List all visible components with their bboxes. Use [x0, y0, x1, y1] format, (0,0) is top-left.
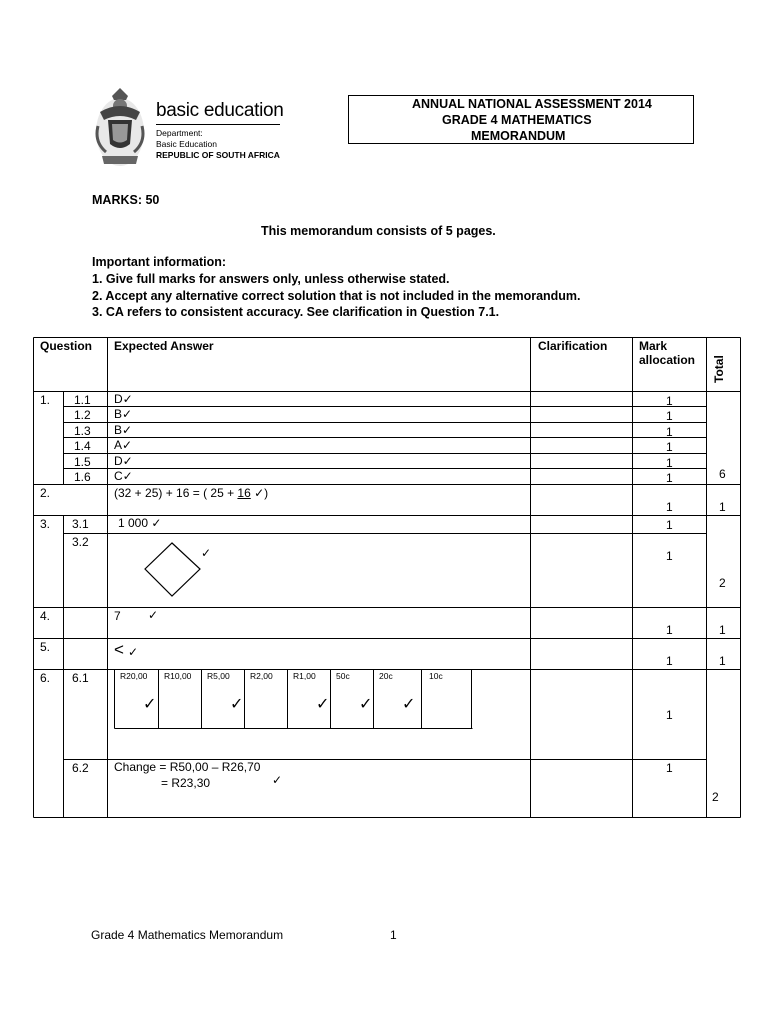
q3-2-check: ✓ — [201, 546, 212, 560]
q4-number: 4. — [40, 609, 51, 623]
check-20c: ✓ — [402, 696, 416, 713]
q1-total: 6 — [719, 467, 726, 481]
denom-r1: R1,00 — [293, 671, 316, 681]
q6-2-sub: 6.2 — [72, 761, 89, 775]
q5-check: ✓ — [128, 645, 139, 659]
q4-total: 1 — [719, 623, 726, 637]
q3-total: 2 — [719, 576, 726, 590]
q1-number: 1. — [40, 393, 51, 407]
denom-50c: 50c — [336, 671, 350, 681]
important-item-2: 2. Accept any alternative correct solution that is not included in the memorandum. — [92, 289, 581, 303]
q2-mark: 1 — [666, 500, 673, 514]
header-mark: Mark — [639, 339, 668, 353]
denom-r5: R5,00 — [207, 671, 230, 681]
q6-2-mark: 1 — [666, 761, 673, 775]
q1-4-sub: 1.4 — [74, 439, 91, 453]
q6-1-mark: 1 — [666, 708, 673, 722]
q1-1-answer: D✓ — [114, 392, 133, 406]
denom-r10: R10,00 — [164, 671, 192, 681]
q1-2-mark: 1 — [666, 409, 673, 423]
denom-r2: R2,00 — [250, 671, 273, 681]
important-item-1: 1. Give full marks for answers only, unless otherwise stated. — [92, 272, 450, 286]
title-line-3: MEMORANDUM — [471, 129, 566, 143]
q2-answer — [114, 486, 268, 500]
q1-6-mark: 1 — [666, 471, 673, 485]
header-allocation: allocation — [639, 353, 696, 367]
q1-6-answer: C✓ — [114, 469, 133, 483]
logo-line-2: Basic Education — [156, 139, 217, 149]
q1-1-sub: 1.1 — [74, 393, 91, 407]
footer-label: Grade 4 Mathematics Memorandum — [91, 928, 284, 942]
check-r1: ✓ — [316, 696, 330, 713]
header-total: Total — [712, 355, 726, 383]
marks-total: MARKS: 50 — [92, 193, 160, 207]
denom-10c: 10c — [429, 671, 443, 681]
q3-1-sub: 3.1 — [72, 517, 89, 531]
q2-answer-underlined: 16 — [237, 486, 251, 500]
q1-4-mark: 1 — [666, 440, 673, 454]
check-50c: ✓ — [359, 696, 373, 713]
q3-number: 3. — [40, 517, 51, 531]
q5-answer: < — [114, 640, 124, 659]
title-line-2: GRADE 4 MATHEMATICS — [442, 113, 592, 127]
q1-4-answer: A✓ — [114, 438, 133, 452]
q4-mark: 1 — [666, 623, 673, 637]
q6-2-check: ✓ — [272, 773, 283, 787]
q1-2-answer: B✓ — [114, 407, 133, 421]
logo-line-3: REPUBLIC OF SOUTH AFRICA — [156, 150, 280, 160]
page-number: 1 — [390, 928, 397, 942]
logo-wordmark: basic education — [156, 100, 284, 121]
q2-total: 1 — [719, 500, 726, 514]
important-item-3: 3. CA refers to consistent accuracy. See clarification in Question 7.1. — [92, 305, 500, 319]
logo-line-1: Department: — [156, 128, 203, 138]
q1-6-sub: 1.6 — [74, 470, 91, 484]
denom-r20: R20,00 — [120, 671, 148, 681]
q4-check: ✓ — [148, 608, 159, 622]
q1-3-sub: 1.3 — [74, 424, 91, 438]
q6-number: 6. — [40, 671, 51, 685]
q1-5-sub: 1.5 — [74, 455, 91, 469]
diamond-square-shape — [143, 541, 203, 599]
q2-answer-start: (32 + 25) + 16 = ( 25 + — [114, 486, 238, 500]
check-r20: ✓ — [143, 696, 157, 713]
q1-5-answer: D✓ — [114, 454, 133, 468]
q3-1-answer: 1 000 ✓ — [118, 516, 162, 530]
q2-number: 2. — [40, 486, 51, 500]
important-heading: Important information: — [92, 255, 227, 269]
q6-total: 2 — [712, 790, 719, 804]
q1-5-mark: 1 — [666, 456, 673, 470]
q3-2-mark: 1 — [666, 549, 673, 563]
header-expected-answer: Expected Answer — [114, 339, 214, 353]
q5-mark: 1 — [666, 654, 673, 668]
check-r5: ✓ — [230, 696, 244, 713]
q5-number: 5. — [40, 640, 51, 654]
q1-3-answer: B✓ — [114, 423, 133, 437]
q3-2-sub: 3.2 — [72, 535, 89, 549]
title-line-1: ANNUAL NATIONAL ASSESSMENT 2014 — [412, 97, 652, 111]
q1-1-mark: 1 — [666, 394, 673, 408]
denom-20c: 20c — [379, 671, 393, 681]
q6-2-line-2: = R23,30 — [161, 776, 211, 790]
pages-note: This memorandum consists of 5 pages. — [261, 224, 496, 238]
q1-3-mark: 1 — [666, 425, 673, 439]
q2-answer-end: ✓) — [250, 486, 269, 500]
q6-1-sub: 6.1 — [72, 671, 89, 685]
q5-total: 1 — [719, 654, 726, 668]
header-clarification: Clarification — [538, 339, 608, 353]
q4-answer: 7 — [114, 609, 121, 623]
q1-2-sub: 1.2 — [74, 408, 91, 422]
header-question: Question — [40, 339, 93, 353]
q3-1-mark: 1 — [666, 518, 673, 532]
q6-2-line-1: Change = R50,00 – R26,70 — [114, 760, 261, 774]
